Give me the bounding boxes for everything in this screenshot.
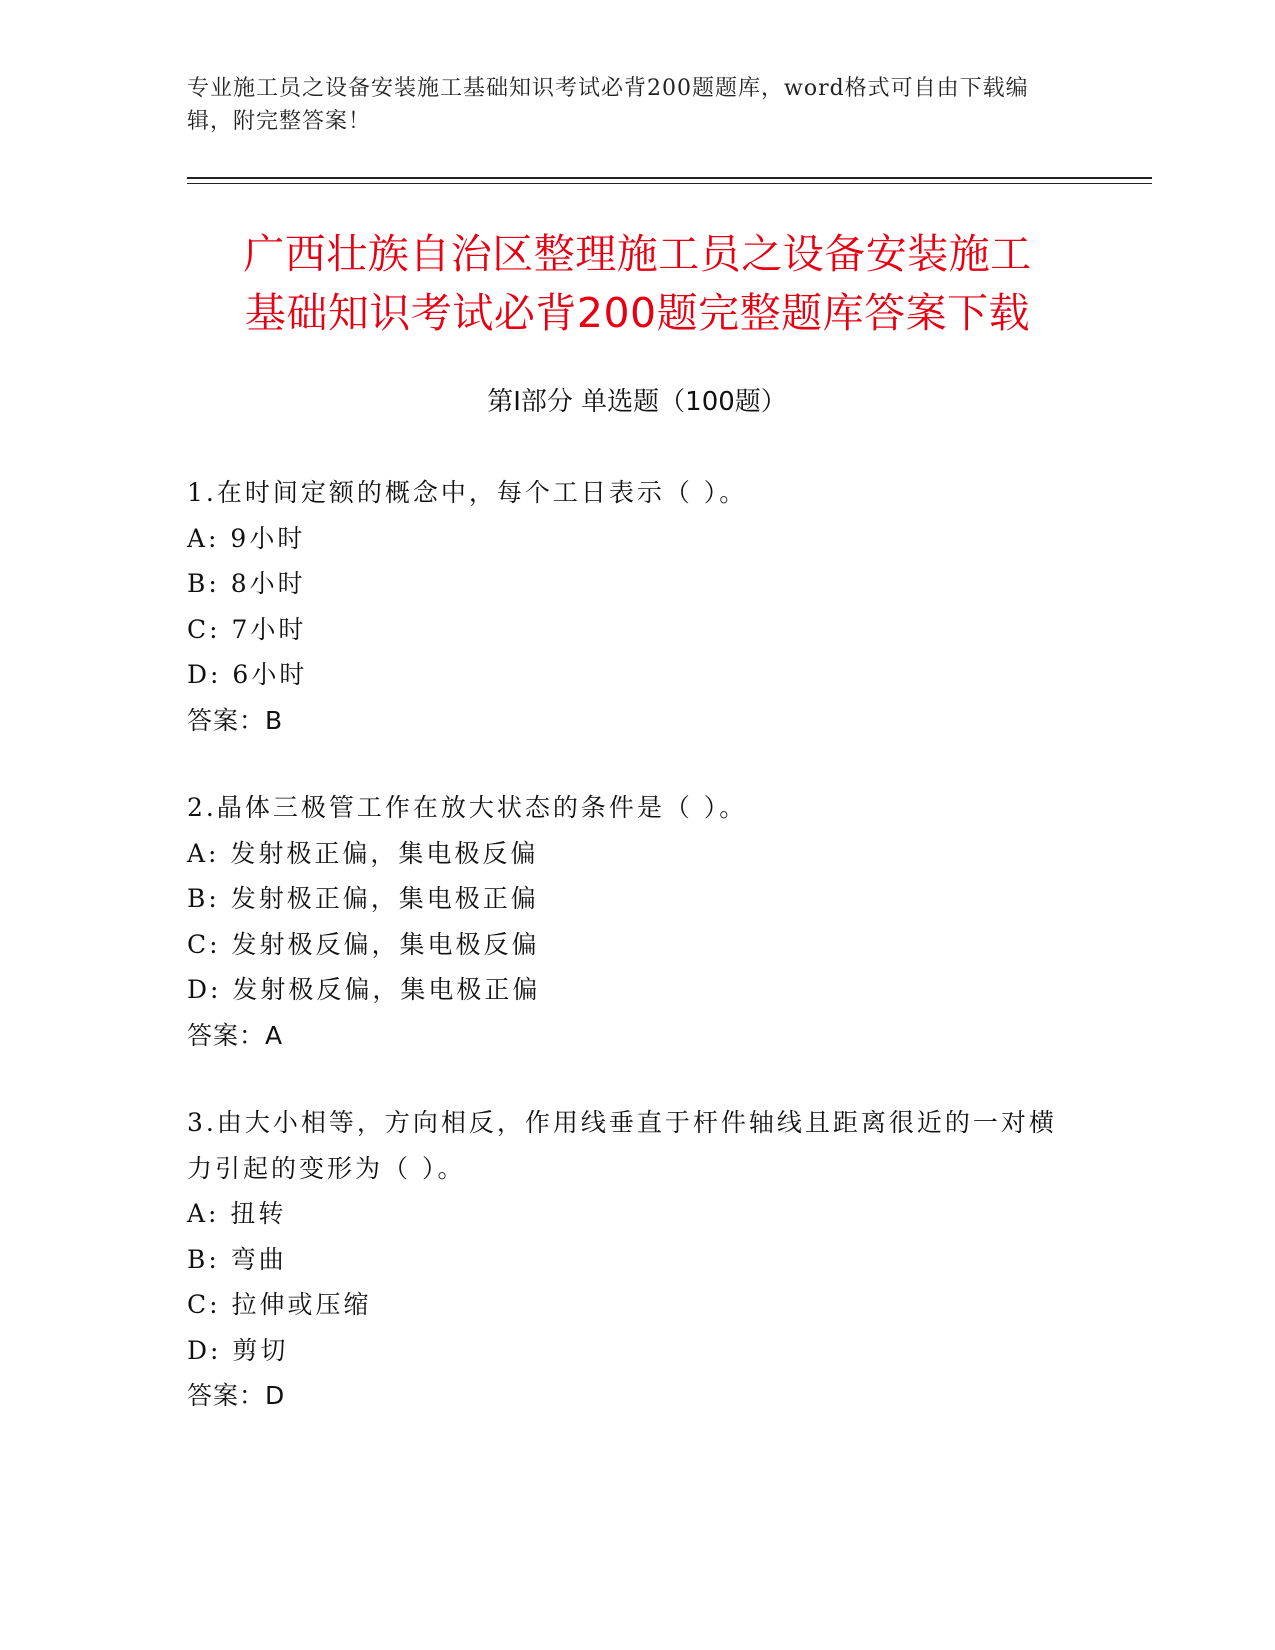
question-stem: 2.晶体三极管工作在放大状态的条件是（ ）。: [187, 793, 748, 822]
question-stem: 3.由大小相等，方向相反，作用线垂直于杆件轴线且距离很近的一对横力引起的变形为（ ）。: [187, 1108, 1057, 1183]
option-d: D: 6小时: [187, 660, 308, 689]
document-title: [130, 225, 1145, 343]
section-title: 第Ⅰ部分 单选题（100题）: [487, 387, 787, 417]
answer: 答案：A: [187, 1020, 284, 1050]
option-c: C: 7小时: [187, 614, 307, 644]
document-title-line-2: 基础知识考试必背200题完整题库答案下载: [244, 289, 1031, 337]
question-list: [187, 470, 1077, 1461]
option-a: A: 9小时: [187, 523, 306, 553]
option-b: B: 8小时: [187, 569, 306, 598]
question-3: [187, 1100, 1077, 1419]
option-b: B: 弯曲: [187, 1244, 287, 1274]
answer: 答案：B: [187, 705, 284, 735]
option-d: D: 发射极反偏，集电极正偏: [187, 975, 541, 1004]
option-d: D: 剪切: [187, 1335, 289, 1365]
document-title-line-1: 广西壮族自治区整理施工员之设备安装施工: [243, 230, 1032, 278]
option-c: C: 拉伸或压缩: [187, 1290, 372, 1319]
header-note: 专业施工员之设备安装施工基础知识考试必背200题题库，word格式可自由下载编辑，附完整答案！: [187, 76, 1029, 134]
option-a: A: 发射极正偏，集电极反偏: [187, 838, 539, 868]
option-b: B: 发射极正偏，集电极正偏: [187, 884, 539, 913]
option-a: A: 扭转: [187, 1199, 287, 1228]
answer: 答案：D: [187, 1381, 286, 1410]
question-1: [187, 470, 1077, 743]
option-c: C: 发射极反偏，集电极反偏: [187, 929, 540, 959]
header-rule-thin: [187, 183, 1152, 184]
question-2: [187, 785, 1077, 1058]
header-rule-thick: [187, 177, 1152, 179]
question-stem: 1.在时间定额的概念中，每个工日表示（ ）。: [187, 478, 748, 507]
